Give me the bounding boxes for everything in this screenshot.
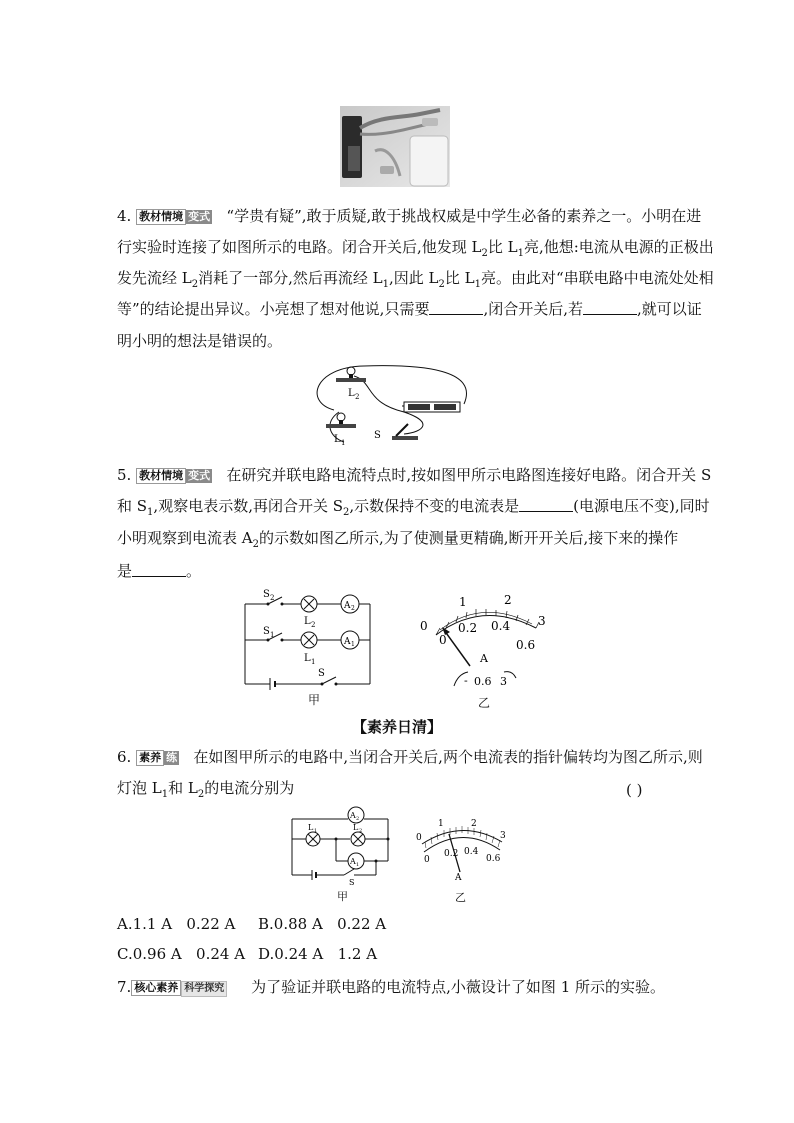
q5-label-a1-sub: 1 <box>351 641 355 648</box>
q6-line-2: 灯泡 $L_1$和 $L_2$的电流分别为 <box>117 779 295 800</box>
q5-line-4: 是 。 <box>117 562 202 580</box>
q5-meter-top-1: 1 <box>459 595 467 609</box>
q5-line-2: 和 $S_1$,观察电表示数,再闭合开关 $S_2$,示数保持不变的电流表是 (电源电压不变),同时 <box>117 497 710 518</box>
q4-fig-label-l1: L <box>334 434 341 445</box>
q5-label-s: S <box>318 668 325 679</box>
q4-fig-label-s: S <box>374 430 381 441</box>
q6-caption-yi: 乙 <box>455 891 466 904</box>
q5-blank-2[interactable] <box>132 562 186 577</box>
section-title: 【素养日清】 <box>351 718 442 736</box>
q5-label-a1: A <box>344 637 351 647</box>
q5-tag-textbook: 教材情境 <box>136 468 186 484</box>
q4-tag-variant: 变式 <box>188 210 211 223</box>
q6-label-a2: A <box>350 811 356 820</box>
q6-tag-practice: 练 <box>166 751 178 764</box>
q5-meter-top-2: 2 <box>504 593 512 607</box>
q4-fig-label-l1-sub: 1 <box>341 439 346 447</box>
q5-meter-bottom-0: 0 <box>439 633 447 647</box>
q7-line-1: 7. 核心素养 科学探究 为了验证并联电路的电流特点,小薇设计了如图 1 所示的实验。 <box>117 978 666 996</box>
q6-label-l1: L <box>308 823 314 832</box>
q6-circuit-diagram <box>288 803 396 885</box>
q4-line-5: 明小明的想法是错误的。 <box>117 332 283 350</box>
q6-option-d[interactable]: D.0.24 A 1.2 A <box>258 945 378 963</box>
q6-meter-bottom-02: 0.2 <box>444 849 459 859</box>
q5-circuit-diagram <box>240 588 380 708</box>
q6-line-1: 6. 素养 练 在如图甲所示的电路中,当闭合开关后,两个电流表的指针偏转均为图乙所示,则 <box>117 748 703 766</box>
q5-label-s1: S <box>263 626 270 637</box>
q6-meter-bottom-0: 0 <box>424 855 430 865</box>
q5-meter-terminal-06: 0.6 <box>474 675 492 688</box>
q4-tag-textbook: 教材情境 <box>136 209 186 225</box>
q5-label-l1: L <box>304 653 311 664</box>
cable-photo <box>340 106 450 187</box>
q5-caption-yi: 乙 <box>478 696 491 710</box>
q5-label-s2-sub: 2 <box>270 594 275 602</box>
q6-tag-literacy: 素养 <box>136 750 164 766</box>
q5-label-s2: S <box>263 589 270 600</box>
q5-meter-bottom-02: 0.2 <box>458 621 478 635</box>
q4-blank-1[interactable] <box>429 300 483 315</box>
q6-meter-unit: A <box>455 873 462 883</box>
q4-circuit-figure <box>304 362 480 454</box>
q4-fig-label-l2: L <box>348 388 355 399</box>
q6-ammeter-dial <box>416 816 508 886</box>
q4-line-4: 等”的结论提出异议。小亮想了想对他说,只需要 ,闭合开关后,若 ,就可以证 <box>117 300 702 318</box>
q5-label-l1-sub: 1 <box>311 658 316 666</box>
q6-label-l2-sub: 2 <box>359 828 363 834</box>
q5-blank-1[interactable] <box>519 497 573 512</box>
q6-option-b[interactable]: B.0.88 A 0.22 A <box>258 915 387 933</box>
q5-meter-terminal-minus: - <box>464 674 468 687</box>
q5-caption-jia: 甲 <box>308 693 321 707</box>
q6-caption-jia: 甲 <box>337 890 348 903</box>
q4-fig-label-l2-sub: 2 <box>355 393 360 401</box>
q5-label-a2-sub: 2 <box>351 605 355 612</box>
q5-ammeter-dial <box>412 590 552 700</box>
q6-meter-bottom-04: 0.4 <box>464 847 479 857</box>
q5-label-l2: L <box>304 616 311 627</box>
q6-option-c[interactable]: C.0.96 A 0.24 A <box>117 945 246 963</box>
q6-label-a1: A <box>350 857 356 866</box>
q6-label-s: S <box>349 878 355 885</box>
q4-line-3: 发先流经 $L_2$消耗了一部分,然后再流经 $L_1$,因此 $L_2$比 $L_1$亮。由此对“串联电路中电流处处相 <box>117 269 714 290</box>
q6-meter-top-1: 1 <box>438 819 444 829</box>
q6-meter-bottom-06: 0.6 <box>486 854 501 864</box>
q5-line-1: 5. 教材情境 变式 在研究并联电路电流特点时,按如图甲所示电路图连接好电路。闭合开关 S <box>117 466 712 484</box>
q6-label-a2-sub: 2 <box>356 816 360 822</box>
q7-tag-core: 核心素养 <box>131 980 181 996</box>
q6-label-a1-sub: 1 <box>356 862 360 868</box>
q7-tag-inquiry: 科学探究 <box>181 981 227 997</box>
q5-label-l2-sub: 2 <box>311 621 316 629</box>
q6-label-l1-sub: 1 <box>314 828 318 834</box>
q5-line-3: 小明观察到电流表 $A_2$的示数如图乙所示,为了使测量更精确,断开开关后,接下来的操作 <box>117 529 679 550</box>
q5-meter-top-0: 0 <box>420 619 428 633</box>
q4-line-1: 4. 教材情境 变式 “学贵有疑”,敢于质疑,敢于挑战权威是中学生必备的素养之一。小明在进 <box>117 207 702 225</box>
q6-meter-top-3: 3 <box>500 831 506 841</box>
q6-option-a[interactable]: A.1.1 A 0.22 A <box>117 915 236 933</box>
q6-meter-top-0: 0 <box>416 833 422 843</box>
q6-answer-paren[interactable]: ( ) <box>626 781 643 799</box>
q6-label-l2: L <box>353 823 359 832</box>
q5-meter-unit: A <box>480 652 488 665</box>
q5-label-s1-sub: 1 <box>270 631 275 639</box>
q5-meter-top-3: 3 <box>538 614 546 628</box>
q6-meter-top-2: 2 <box>471 819 477 829</box>
q5-label-a2: A <box>344 601 351 611</box>
q5-meter-bottom-04: 0.4 <box>491 619 511 633</box>
q4-line-2: 行实验时连接了如图所示的电路。闭合开关后,他发现 $L_2$比 $L_1$亮,他想:电流从电源的正极出 <box>117 238 714 259</box>
q5-meter-terminal-3: 3 <box>500 675 507 688</box>
q4-blank-2[interactable] <box>583 300 637 315</box>
q5-tag-variant: 变式 <box>188 469 211 482</box>
q5-meter-bottom-06: 0.6 <box>516 638 536 652</box>
